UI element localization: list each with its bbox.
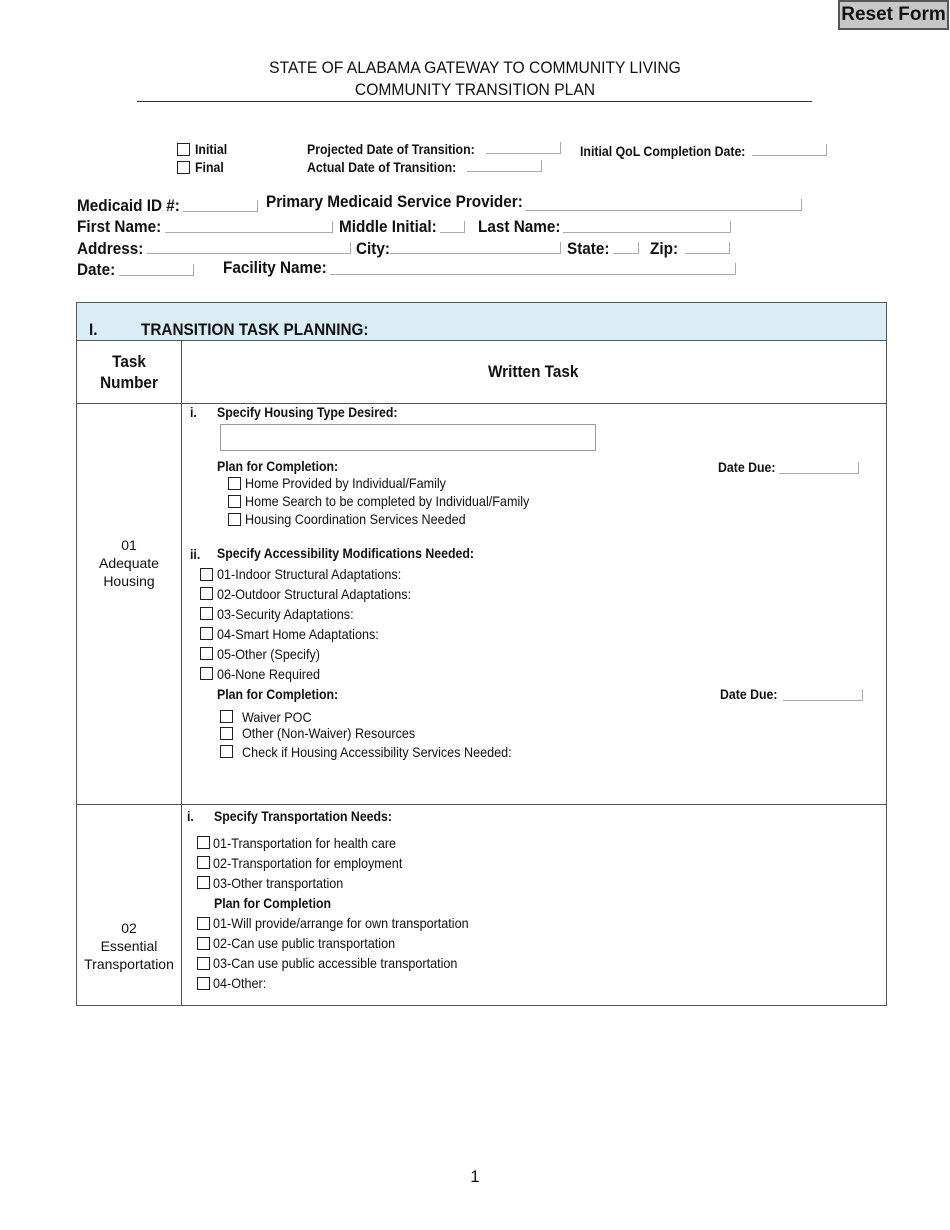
actual-date-label: Actual Date of Transition: [307,159,457,175]
task01-date-due2-field[interactable] [783,689,863,701]
transport-plan-checkbox[interactable] [197,957,210,970]
modification-label: 05-Other (Specify) [217,646,320,662]
housing-option-label: Home Search to be completed by Individual/Family [245,493,530,509]
transport-need-checkbox[interactable] [197,856,210,869]
task01-ii-number: ii. [190,546,201,562]
modification-checkbox[interactable] [200,568,213,581]
qol-date-label: Initial QoL Completion Date: [580,143,746,159]
transport-plan-label: 01-Will provide/arrange for own transportation [213,915,469,931]
date-field[interactable] [119,264,194,276]
initial-label: Initial [195,141,228,157]
modification-checkbox[interactable] [200,647,213,660]
form-title-line2: COMMUNITY TRANSITION PLAN [354,80,596,99]
modification-label: 03-Security Adaptations: [217,606,354,622]
task-row-divider [77,804,886,805]
task01-plan2-label: Plan for Completion: [217,686,339,702]
task01-date-due-label: Date Due: [718,459,776,475]
housing-option-checkbox[interactable] [228,513,241,526]
modification-checkbox[interactable] [200,627,213,640]
housing-option-label: Housing Coordination Services Needed [245,511,466,527]
modification-label: 02-Outdoor Structural Adaptations: [217,586,412,602]
task02-transportation-label: Specify Transportation Needs: [214,808,393,824]
task02-name: 02 Essential Transportation [84,920,174,972]
task01-housing-type-label: Specify Housing Type Desired: [217,404,398,420]
transport-plan-checkbox[interactable] [197,917,210,930]
address-label: Address: [77,239,144,258]
city-label: City: [356,239,391,258]
housing-option-label: Home Provided by Individual/Family [245,475,446,491]
state-field[interactable] [614,242,639,254]
transport-need-checkbox[interactable] [197,876,210,889]
first-name-field[interactable] [165,221,333,233]
last-name-label: Last Name: [478,217,561,236]
state-label: State: [567,239,610,258]
facility-name-field[interactable] [330,263,736,275]
transport-plan-label: 02-Can use public transportation [213,935,396,951]
middle-initial-field[interactable] [440,221,465,233]
final-checkbox[interactable] [177,161,190,174]
transport-need-label: 02-Transportation for employment [213,855,403,871]
resource-label: Waiver POC [242,709,312,725]
section-title: TRANSITION TASK PLANNING: [141,320,369,339]
modification-label: 04-Smart Home Adaptations: [217,626,379,642]
transport-plan-label: 03-Can use public accessible transportation [213,955,458,971]
medicaid-id-field[interactable] [183,200,258,212]
facility-name-label: Facility Name: [223,258,327,277]
task01-name: 01 Adequate Housing [99,537,159,589]
task02-i-number: i. [187,808,194,824]
modification-checkbox[interactable] [200,607,213,620]
modification-label: 01-Indoor Structural Adaptations: [217,566,402,582]
resource-checkbox[interactable] [220,745,233,758]
task01-i-number: i. [190,404,197,420]
transport-plan-label: 04-Other: [213,975,267,991]
transport-need-label: 01-Transportation for health care [213,835,397,851]
projected-date-field[interactable] [486,142,561,154]
medicaid-id-label: Medicaid ID #: [77,196,180,215]
header-row-divider [77,403,886,404]
transport-need-label: 03-Other transportation [213,875,344,891]
actual-date-field[interactable] [467,160,542,172]
title-divider [137,101,812,102]
col-written-task-header: Written Task [488,362,579,381]
city-field[interactable] [390,242,561,254]
task-table [76,302,887,1006]
first-name-label: First Name: [77,217,162,236]
transport-plan-checkbox[interactable] [197,937,210,950]
resource-checkbox[interactable] [220,710,233,723]
task01-accessibility-label: Specify Accessibility Modifications Needed: [217,545,474,561]
zip-label: Zip: [650,239,679,258]
zip-field[interactable] [685,242,730,254]
transport-need-checkbox[interactable] [197,836,210,849]
resource-label: Other (Non-Waiver) Resources [242,725,416,741]
last-name-field[interactable] [563,221,731,233]
transport-plan-checkbox[interactable] [197,977,210,990]
middle-initial-label: Middle Initial: [339,217,437,236]
section-number: I. [89,320,98,339]
modification-checkbox[interactable] [200,587,213,600]
task01-plan-label: Plan for Completion: [217,458,339,474]
resource-label: Check if Housing Accessibility Services Needed: [242,744,512,760]
address-field[interactable] [147,242,351,254]
housing-option-checkbox[interactable] [228,477,241,490]
form-title-line1: STATE OF ALABAMA GATEWAY TO COMMUNITY LIVING [269,58,681,77]
modification-checkbox[interactable] [200,667,213,680]
modification-label: 06-None Required [217,666,320,682]
page-number: 1 [470,1167,480,1186]
housing-option-checkbox[interactable] [228,495,241,508]
qol-date-field[interactable] [752,144,827,156]
column-divider [181,341,182,1006]
task02-plan-label: Plan for Completion [214,895,332,911]
initial-checkbox[interactable] [177,143,190,156]
housing-type-input[interactable] [220,424,596,451]
reset-form-button[interactable]: Reset Form [838,0,949,30]
projected-date-label: Projected Date of Transition: [307,141,475,157]
final-label: Final [195,159,224,175]
primary-provider-field[interactable] [526,199,802,211]
primary-provider-label: Primary Medicaid Service Provider: [266,192,523,211]
resource-checkbox[interactable] [220,727,233,740]
date-label: Date: [77,260,116,279]
col-task-number-header: Task Number [100,352,158,392]
task01-date-due2-label: Date Due: [720,686,778,702]
task01-date-due-field[interactable] [779,462,859,474]
